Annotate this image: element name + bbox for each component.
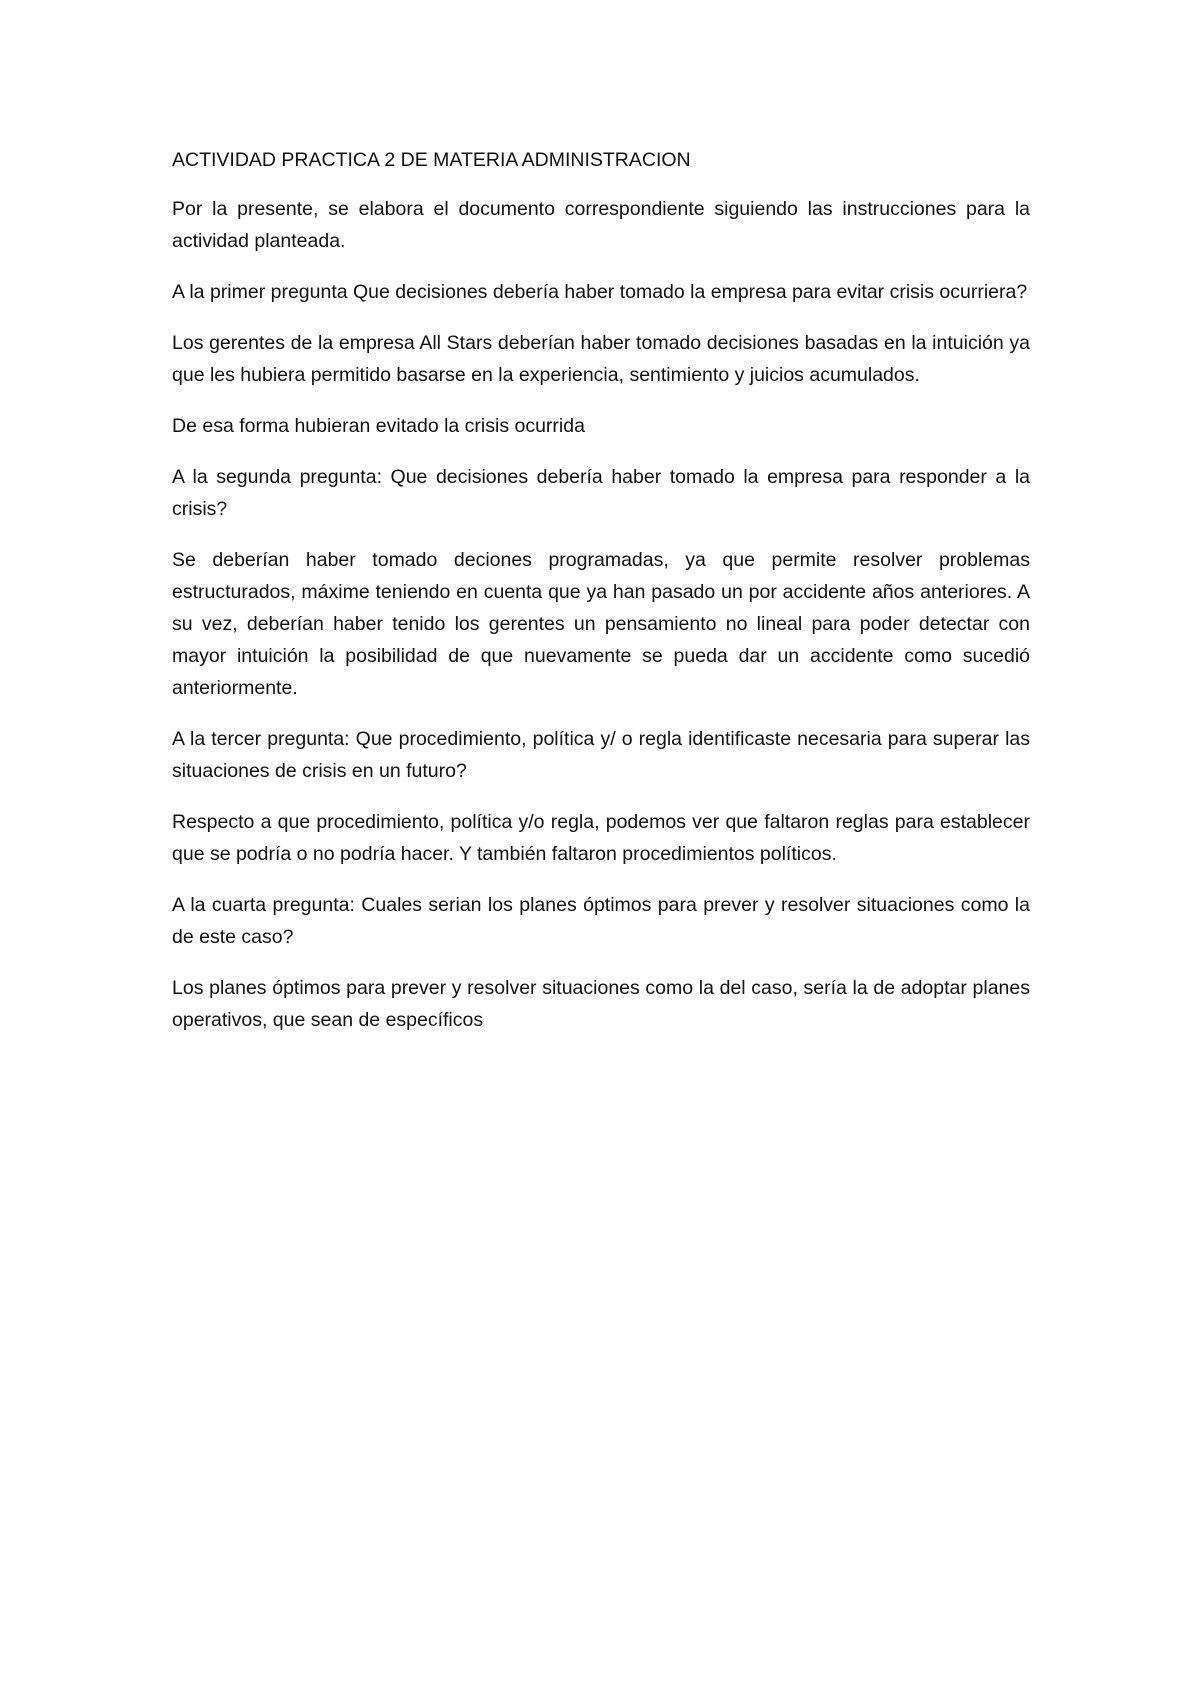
answer-1: Los gerentes de la empresa All Stars deberían haber tomado decisiones basadas en la intuición ya que les hubiera permitido basarse en la experiencia, sentimiento y juicios acumulados. [172,332,1030,386]
answer-4: Los planes óptimos para prever y resolver situaciones como la del caso, sería la de adoptar planes operativos, que sean de específicos [172,977,1030,1031]
document-body [172,144,1030,1055]
question-3: A la tercer pregunta: Que procedimiento, política y/ o regla identificaste necesaria para superar las situaciones de crisis en un futuro? [172,728,1030,782]
question-1: A la primer pregunta Que decisiones debería haber tomado la empresa para evitar crisis ocurriera? [172,281,1028,303]
intro-paragraph: Por la presente, se elabora el documento correspondiente siguiendo las instrucciones para la actividad planteada. [172,198,1030,252]
question-2: A la segunda pregunta: Que decisiones debería haber tomado la empresa para responder a la crisis? [172,466,1030,520]
document-title: ACTIVIDAD PRACTICA 2 DE MATERIA ADMINISTRACION [172,149,691,171]
answer-1-conclusion: De esa forma hubieran evitado la crisis ocurrida [172,415,585,437]
answer-3: Respecto a que procedimiento, política y/o regla, podemos ver que faltaron reglas para establecer que se podría o no podría hacer. Y también faltaron procedimientos políticos. [172,811,1030,865]
answer-2: Se deberían haber tomado deciones programadas, ya que permite resolver problemas estructurados, máxime teniendo en cuenta que ya han pasado un por accidente años anteriores. A su vez, deberían haber tenido los gerentes un pensamiento no lineal para poder detectar con mayor intuición la posibilidad de que nuevamente se pueda dar un accidente como sucedió anteriormente. [172,549,1030,699]
question-4: A la cuarta pregunta: Cuales serian los planes óptimos para prever y resolver situaciones como la de este caso? [172,894,1030,948]
